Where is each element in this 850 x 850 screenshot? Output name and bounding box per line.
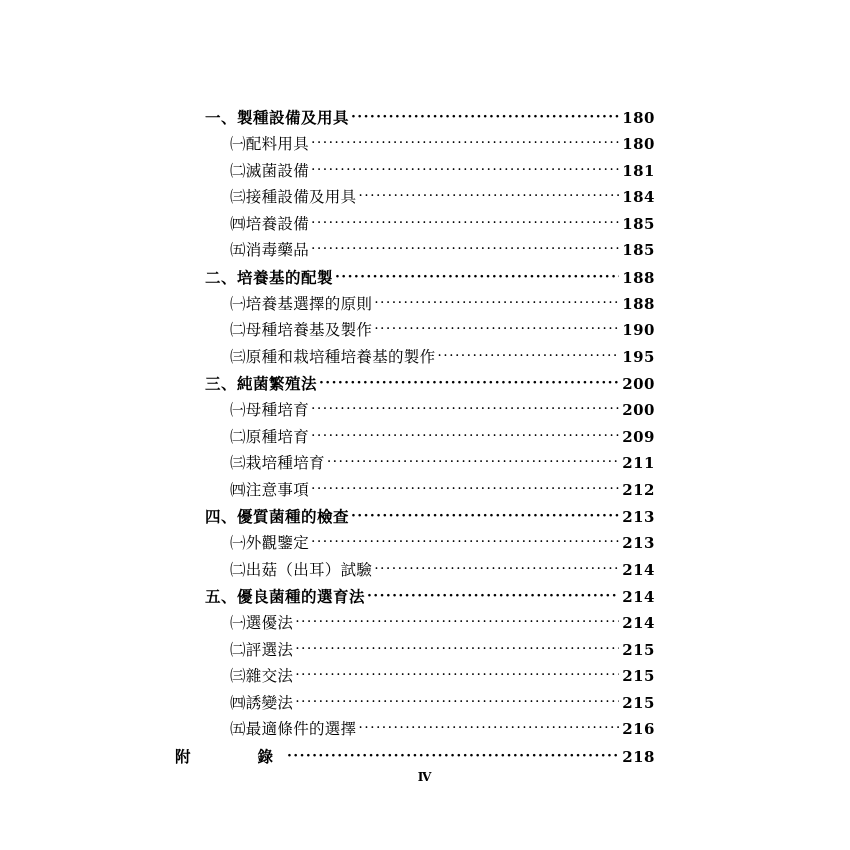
toc-entry-page-number: 185 <box>622 214 655 233</box>
toc-entry-title: 一、製種設備及用具 <box>205 108 350 127</box>
toc-leader-dots <box>351 509 619 523</box>
toc-entry-title: 四、優質菌種的檢查 <box>205 507 350 526</box>
toc-entry[interactable] <box>175 323 655 339</box>
toc-entry[interactable] <box>175 746 655 766</box>
toc-entry-page-number: 215 <box>622 667 655 685</box>
toc-leader-dots <box>311 216 619 230</box>
toc-leader-dots <box>311 136 619 150</box>
toc-entry-title: 五、優良菌種的選育法 <box>205 587 366 606</box>
toc-entry[interactable] <box>175 693 655 712</box>
toc-entry-title: ㈠母種培育 <box>230 401 310 419</box>
toc-entry[interactable] <box>175 560 655 579</box>
toc-entry-title: ㈢原種和栽培種培養基的製作 <box>230 347 436 366</box>
toc-entry[interactable] <box>175 616 655 632</box>
toc-entry-page-number: 190 <box>622 321 655 339</box>
toc-leader-dots <box>311 535 619 549</box>
toc-entry[interactable] <box>175 640 655 659</box>
toc-leader-dots <box>358 721 619 735</box>
toc-entry[interactable] <box>175 376 655 392</box>
toc-entry[interactable] <box>175 243 655 259</box>
toc-entry-page-number: 209 <box>622 427 655 446</box>
toc-leader-dots <box>351 110 619 124</box>
toc-leader-dots <box>287 749 619 763</box>
page-folio: Ⅳ <box>417 770 433 784</box>
toc-entry-title: ㈡評選法 <box>230 640 294 659</box>
toc-entry[interactable] <box>175 190 655 206</box>
toc-entry[interactable] <box>175 722 655 738</box>
toc-leader-dots <box>295 642 619 656</box>
toc-entry[interactable] <box>175 161 655 180</box>
toc-leader-dots <box>295 615 619 629</box>
toc-entry[interactable] <box>175 589 655 605</box>
toc-entry[interactable] <box>175 427 655 446</box>
toc-leader-dots <box>311 402 619 416</box>
toc-entry[interactable] <box>175 294 655 313</box>
toc-entry-page-number: 188 <box>622 294 655 313</box>
toc-entry-page-number: 214 <box>622 614 655 632</box>
toc-entry[interactable] <box>175 536 655 552</box>
toc-entry-page-number: 211 <box>622 454 655 472</box>
toc-leader-dots <box>295 668 619 682</box>
toc-entry-page-number: 215 <box>622 693 655 712</box>
toc-leader-dots <box>311 482 619 496</box>
toc-entry-title: ㈠培養基選擇的原則 <box>230 294 373 313</box>
toc-entry-title: ㈣注意事項 <box>230 480 310 499</box>
toc-entry[interactable] <box>175 267 655 287</box>
toc-entry-page-number: 216 <box>622 720 655 738</box>
toc-entry-page-number: 213 <box>622 534 655 552</box>
toc-entry-title: ㈡出菇（出耳）試驗 <box>230 560 373 579</box>
toc-entry-page-number: 214 <box>622 588 655 606</box>
toc-leader-dots <box>437 349 619 363</box>
toc-leader-dots <box>311 242 619 256</box>
toc-leader-dots <box>374 562 619 576</box>
toc-entry[interactable] <box>175 403 655 419</box>
toc-entry-page-number: 188 <box>622 268 655 287</box>
toc-entry-title: ㈠配料用具 <box>230 135 310 153</box>
toc-leader-dots <box>311 163 619 177</box>
toc-leader-dots <box>374 322 619 336</box>
toc-entry[interactable] <box>175 480 655 499</box>
toc-entry-page-number: 200 <box>622 401 655 419</box>
toc-entry[interactable] <box>175 137 655 153</box>
toc-entry-title: ㈠外觀鑒定 <box>230 534 310 552</box>
toc-leader-dots <box>327 455 619 469</box>
toc-entry-title: ㈡滅菌設備 <box>230 161 310 180</box>
toc-entry[interactable] <box>175 347 655 366</box>
toc-entry-title: ㈤消毒藥品 <box>230 241 310 259</box>
table-of-contents <box>175 110 655 776</box>
toc-leader-dots <box>374 296 619 310</box>
toc-entry-title: ㈢雜交法 <box>230 667 294 685</box>
toc-entry-page-number: 180 <box>622 109 655 127</box>
toc-entry-page-number: 213 <box>622 508 655 526</box>
toc-entry-title: ㈤最適條件的選擇 <box>230 720 357 738</box>
toc-entry[interactable] <box>175 669 655 685</box>
toc-entry-title: ㈣誘變法 <box>230 693 294 712</box>
toc-entry-page-number: 195 <box>622 347 655 366</box>
toc-entry-title: ㈢栽培種培育 <box>230 454 325 472</box>
toc-entry-page-number: 185 <box>622 241 655 259</box>
toc-leader-dots <box>295 695 619 709</box>
toc-leader-dots <box>367 589 619 603</box>
toc-entry-page-number: 200 <box>622 375 655 393</box>
toc-entry[interactable] <box>175 509 655 525</box>
toc-leader-dots <box>311 429 619 443</box>
toc-entry-page-number: 214 <box>622 560 655 579</box>
toc-entry-title: ㈡母種培養基及製作 <box>230 321 373 339</box>
toc-entry-title: ㈢接種設備及用具 <box>230 188 357 206</box>
toc-entry[interactable] <box>175 214 655 233</box>
toc-entry-page-number: 215 <box>622 640 655 659</box>
toc-entry[interactable] <box>175 456 655 472</box>
toc-leader-dots <box>319 376 619 390</box>
toc-entry-title: 三、純菌繁殖法 <box>205 374 318 393</box>
toc-entry-page-number: 218 <box>622 747 655 766</box>
toc-entry[interactable] <box>175 110 655 126</box>
toc-entry-page-number: 212 <box>622 480 655 499</box>
toc-entry-page-number: 184 <box>622 188 655 206</box>
toc-leader-dots <box>335 270 619 284</box>
toc-entry-page-number: 180 <box>622 135 655 153</box>
toc-entry-page-number: 181 <box>622 161 655 180</box>
toc-entry-title: ㈠選優法 <box>230 614 294 632</box>
toc-entry-title: ㈣培養設備 <box>230 214 310 233</box>
toc-entry-title: ㈡原種培育 <box>230 427 310 446</box>
toc-entry-title: 二、培養基的配製 <box>205 267 334 287</box>
toc-leader-dots <box>358 189 619 203</box>
toc-entry-title: 附 錄 <box>175 746 286 766</box>
